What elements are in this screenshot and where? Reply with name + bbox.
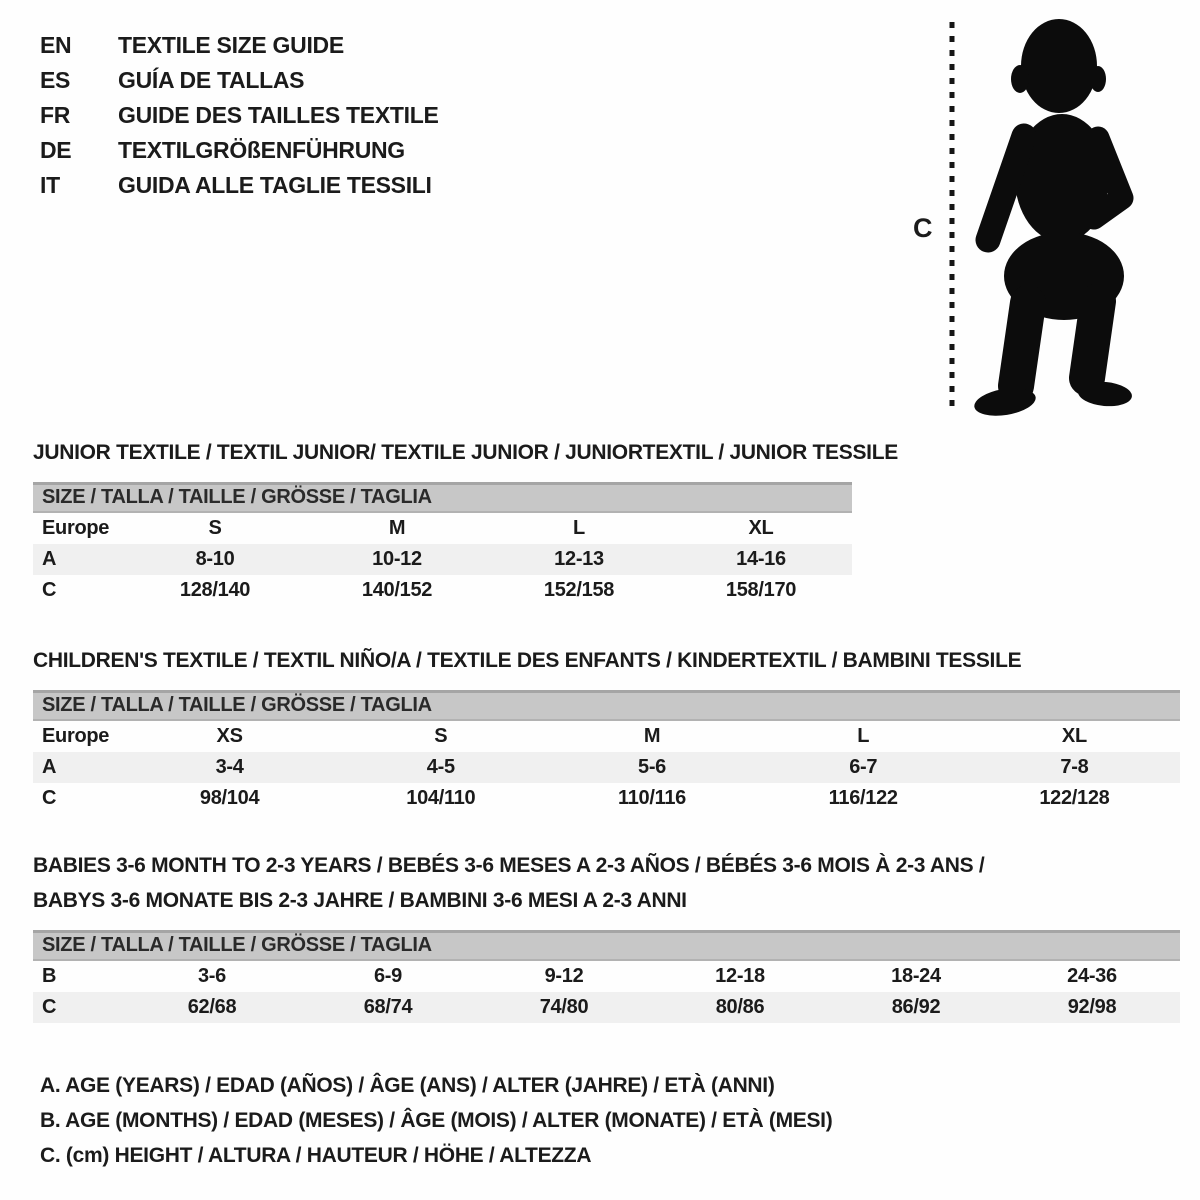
language-row-es	[40, 63, 439, 98]
measure-label-c: C	[913, 213, 933, 243]
size-header-bar: SIZE / TALLA / TAILLE / GRÖSSE / TAGLIA	[33, 482, 852, 513]
size-cell: 3-6	[197, 965, 226, 987]
babies-textile-section	[33, 848, 1180, 1023]
size-cell: L	[573, 517, 585, 539]
babies-section-title-line1: BABIES 3-6 MONTH TO 2-3 YEARS / BEBÉS 3-6 MESES A 2-3 AÑOS / BÉBÉS 3-6 MOIS À 2-3 ANS /	[33, 854, 985, 877]
size-cell: 5-6	[638, 756, 667, 778]
size-cell: 12-18	[715, 965, 765, 987]
size-cell: XL	[1061, 725, 1087, 747]
language-row-fr	[40, 98, 439, 133]
size-cell: 6-9	[373, 965, 402, 987]
toddler-silhouette	[972, 19, 1133, 420]
table-row-height	[33, 575, 852, 606]
language-row-en	[40, 28, 439, 63]
language-row-it	[40, 168, 439, 203]
language-code: DE	[40, 137, 72, 163]
size-cell: S	[208, 517, 222, 539]
size-cell: 14-16	[736, 548, 786, 570]
size-cell: 116/122	[828, 787, 898, 809]
table-row-age	[33, 752, 1180, 783]
size-cell: M	[388, 517, 406, 539]
table-row-europe	[33, 721, 1180, 752]
size-cell: L	[857, 725, 870, 747]
guide-title: GUIDA ALLE TAGLIE TESSILI	[118, 172, 432, 198]
legend-line-a: A. AGE (YEARS) / EDAD (AÑOS) / ÂGE (ANS) / ALTER (JAHRE) / ETÀ (ANNI)	[40, 1074, 775, 1097]
row-label: Europe	[42, 725, 110, 747]
language-code: IT	[40, 172, 60, 198]
size-cell: 98/104	[199, 787, 260, 809]
size-cell: 68/74	[363, 996, 413, 1018]
size-cell: 80/86	[715, 996, 765, 1018]
size-cell: 62/68	[187, 996, 237, 1018]
size-cell: 92/98	[1067, 996, 1117, 1018]
size-cell: 152/158	[543, 579, 615, 601]
size-cell: S	[434, 725, 448, 747]
size-header-bar: SIZE / TALLA / TAILLE / GRÖSSE / TAGLIA	[33, 690, 1180, 721]
size-cell: M	[643, 725, 661, 747]
table-row-age	[33, 544, 852, 575]
table-row-europe	[33, 513, 852, 544]
childrens-textile-section	[33, 643, 1180, 814]
row-label: A	[42, 756, 57, 778]
size-header-bar: SIZE / TALLA / TAILLE / GRÖSSE / TAGLIA	[33, 930, 1180, 961]
size-cell: 24-36	[1067, 965, 1117, 987]
legend-line-c: C. (cm) HEIGHT / ALTURA / HAUTEUR / HÖHE / ALTEZZA	[40, 1144, 592, 1167]
row-label: C	[42, 787, 57, 809]
language-guide-list	[40, 28, 439, 203]
size-cell: 6-7	[849, 756, 878, 778]
size-cell: 12-13	[554, 548, 604, 570]
childrens-size-table	[33, 690, 1180, 814]
row-label: B	[42, 965, 57, 987]
size-cell: 158/170	[725, 579, 797, 601]
guide-title: GUIDE DES TAILLES TEXTILE	[118, 102, 439, 128]
toddler-silhouette-svg	[905, 8, 1155, 426]
guide-title: TEXTILE SIZE GUIDE	[118, 32, 344, 58]
size-cell: 3-4	[215, 756, 244, 778]
height-measure-figure	[905, 8, 1155, 426]
junior-section-title: JUNIOR TEXTILE / TEXTIL JUNIOR/ TEXTILE JUNIOR / JUNIORTEXTIL / JUNIOR TESSILE	[33, 441, 898, 464]
row-label: A	[42, 548, 57, 570]
guide-title: GUÍA DE TALLAS	[118, 67, 305, 93]
table-row-height	[33, 992, 1180, 1023]
size-cell: 86/92	[891, 996, 941, 1018]
size-cell: 4-5	[426, 756, 455, 778]
size-cell: 10-12	[372, 548, 422, 570]
size-cell: 7-8	[1060, 756, 1089, 778]
babies-size-table	[33, 930, 1180, 1023]
size-cell: 9-12	[544, 965, 584, 987]
junior-size-table	[33, 482, 852, 606]
size-cell: 8-10	[195, 548, 235, 570]
table-row-months	[33, 961, 1180, 992]
childrens-section-title: CHILDREN'S TEXTILE / TEXTIL NIÑO/A / TEXTILE DES ENFANTS / KINDERTEXTIL / BAMBINI TESSILE	[33, 649, 1022, 672]
row-label: Europe	[42, 517, 110, 539]
size-cell: 122/128	[1039, 787, 1110, 809]
language-code: EN	[40, 32, 72, 58]
junior-textile-section	[33, 435, 898, 606]
row-label: C	[42, 996, 57, 1018]
measure-legend	[40, 1068, 832, 1173]
size-cell: 110/116	[618, 787, 686, 809]
size-cell: 140/152	[361, 579, 433, 601]
row-label: C	[42, 579, 57, 601]
size-cell: 104/110	[406, 787, 476, 809]
language-code: FR	[40, 102, 71, 128]
legend-line-b: B. AGE (MONTHS) / EDAD (MESES) / ÂGE (MOIS) / ALTER (MONATE) / ETÀ (MESI)	[40, 1109, 833, 1132]
guide-title: TEXTILGRÖßENFÜHRUNG	[118, 137, 405, 163]
language-code: ES	[40, 67, 71, 93]
babies-section-title-line2: BABYS 3-6 MONATE BIS 2-3 JAHRE / BAMBINI 3-6 MESI A 2-3 ANNI	[33, 889, 687, 912]
size-cell: 128/140	[179, 579, 251, 601]
size-cell: 18-24	[891, 965, 941, 987]
size-cell: 74/80	[539, 996, 589, 1018]
language-row-de	[40, 133, 439, 168]
size-cell: XS	[216, 725, 243, 747]
size-cell: XL	[748, 517, 774, 539]
table-row-height	[33, 783, 1180, 814]
